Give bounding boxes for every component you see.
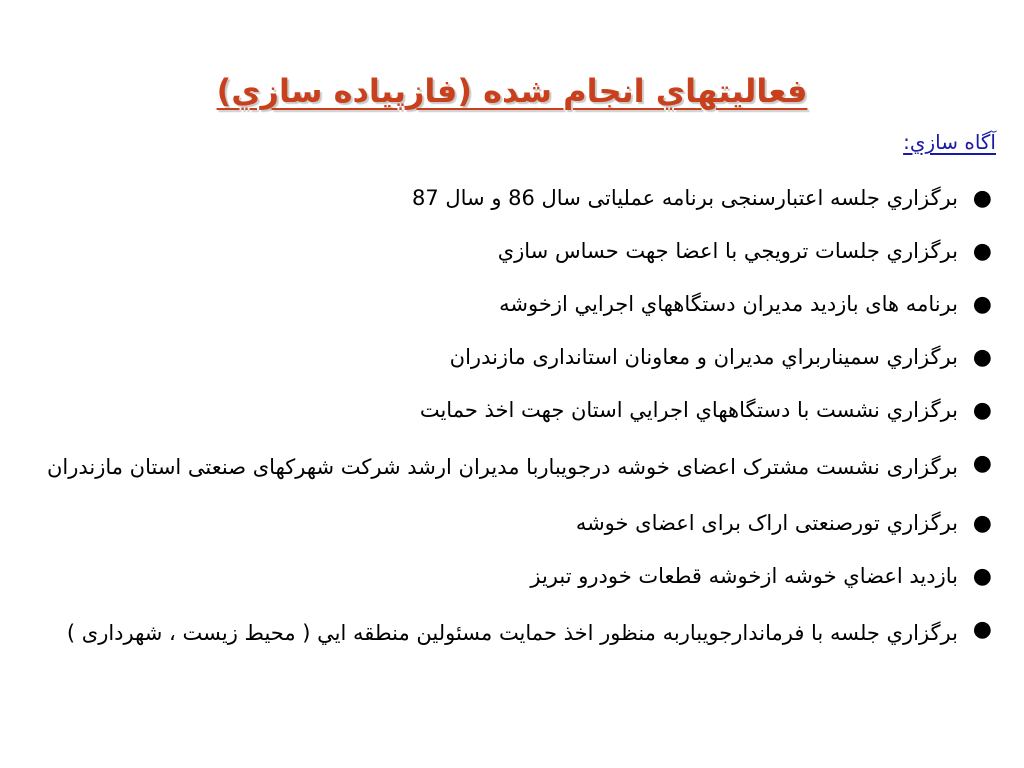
- bullet-item: [26, 176, 996, 221]
- bullet-text: برنامه های بازديد مديران دستگاههاي اجرايي ازخوشه: [499, 292, 958, 316]
- disc-bullet-icon: ●: [972, 239, 992, 264]
- bullet-text: برگزاري جلسات ترويجي با اعضا جهت حساس سازي: [497, 239, 958, 263]
- section-heading: آگاه سازي:: [903, 130, 996, 154]
- bullet-text: برگزاري جلسه با فرماندارجويباربه منظور اخذ حمايت مسئولين منطقه ايي ( محيط زيست ، شهرداری ): [66, 621, 958, 645]
- disc-bullet-icon: ●: [972, 398, 992, 423]
- bullet-item: [26, 501, 996, 546]
- bullet-text: برگزاري تورصنعتی اراک برای اعضای خوشه: [575, 511, 958, 535]
- bullet-text: برگزاري نشست با دستگاههاي اجرايي استان جهت اخذ حمايت: [419, 398, 958, 422]
- bullet-item: [26, 388, 996, 433]
- bullet-text: برگزاری نشست مشترک اعضای خوشه درجويباربا مديران ارشد شرکت شهرکهای صنعتی استان مازندران: [46, 455, 958, 479]
- bullet-text: بازديد اعضاي خوشه ازخوشه قطعات خودرو تبريز: [530, 564, 958, 588]
- bullet-list: [26, 176, 996, 667]
- bullet-text: برگزاري سميناربراي مديران و معاونان استانداری مازندران: [449, 345, 958, 369]
- disc-bullet-icon: ●: [972, 345, 992, 370]
- disc-bullet-icon: ●: [972, 186, 992, 211]
- bullet-item: [26, 607, 996, 659]
- disc-bullet-icon: ●: [972, 564, 992, 589]
- bullet-item: [26, 441, 996, 493]
- bullet-item: [26, 229, 996, 274]
- bullet-item: [26, 282, 996, 327]
- slide-title: فعاليتهاي انجام شده (فازپياده سازي): [216, 72, 808, 110]
- bullet-item: [26, 335, 996, 380]
- disc-bullet-icon: ●: [972, 617, 992, 642]
- bullet-item: [26, 554, 996, 599]
- disc-bullet-icon: ●: [972, 292, 992, 317]
- bullet-text: برگزاري جلسه اعتبارسنجی برنامه عملياتی سال 86 و سال 87: [411, 186, 958, 210]
- disc-bullet-icon: ●: [972, 511, 992, 536]
- disc-bullet-icon: ●: [972, 451, 992, 476]
